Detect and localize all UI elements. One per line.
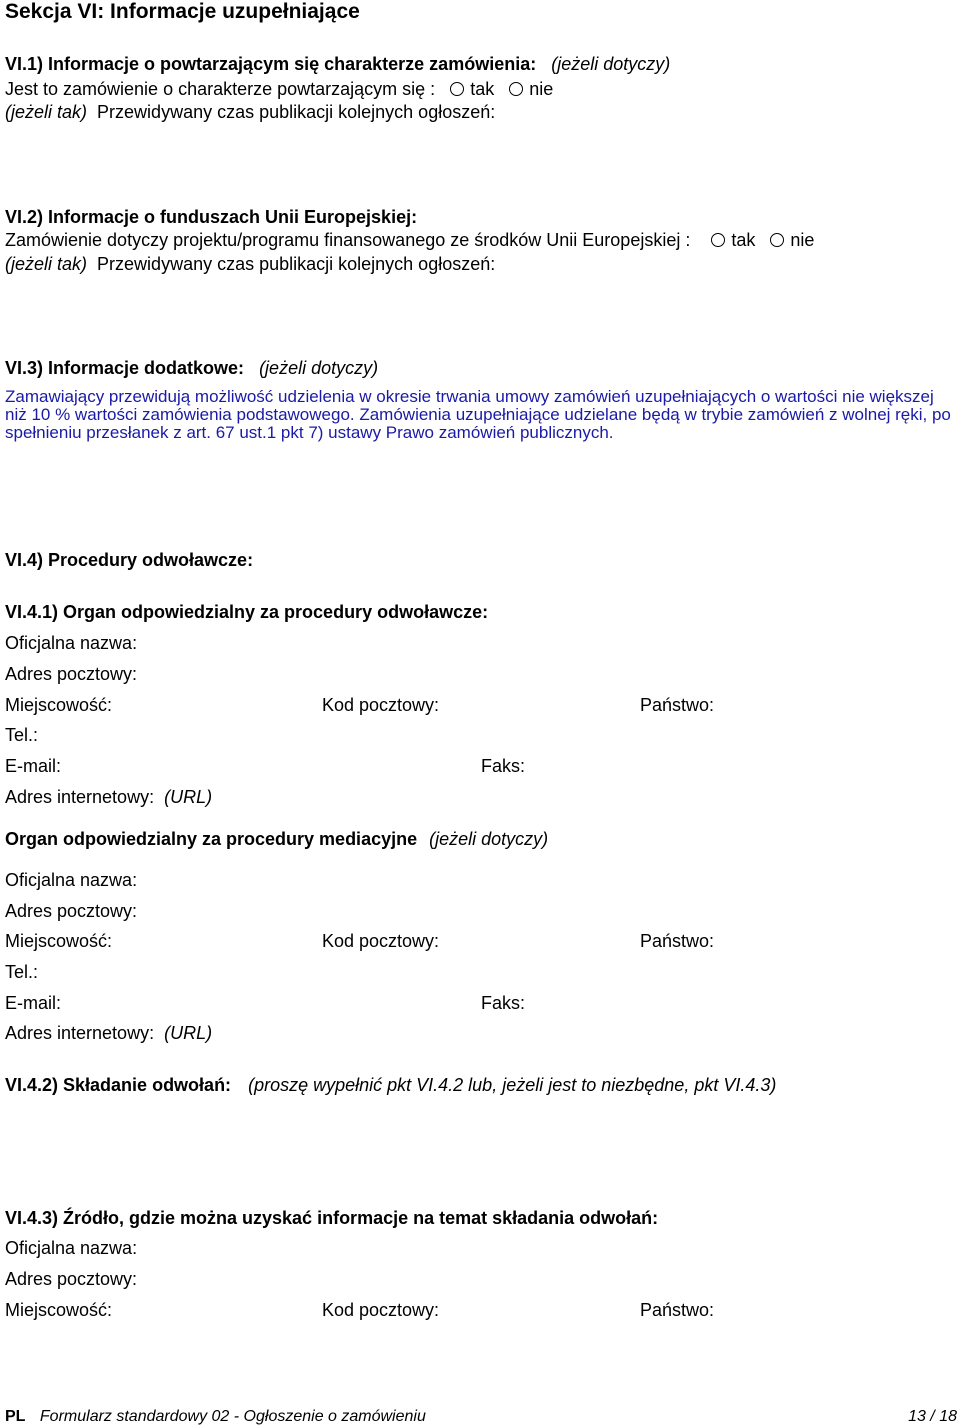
vi43-postal-address: Adres pocztowy: (5, 1269, 138, 1289)
vi41-postal-address: Adres pocztowy: (5, 664, 138, 684)
vi41-fax: Faks: (481, 756, 526, 776)
mediation-postal-code: Kod pocztowy: (322, 931, 440, 951)
vi43-country: Państwo: (640, 1300, 715, 1320)
radio-icon[interactable] (509, 82, 523, 96)
mediation-url-row (5, 1022, 212, 1044)
vi41-country: Państwo: (640, 695, 715, 715)
mediation-email: E-mail: (5, 993, 62, 1013)
vi3-heading-text: VI.3) Informacje dodatkowe: (5, 358, 245, 378)
vi41-tel: Tel.: (5, 725, 39, 745)
vi1-follow-row (5, 101, 495, 123)
mediation-heading (5, 828, 548, 850)
vi1-option-yes-label: tak (470, 79, 495, 99)
vi4-heading: VI.4) Procedury odwoławcze: (5, 550, 254, 570)
vi2-heading: VI.2) Informacje o funduszach Unii Europejskiej: (5, 207, 418, 227)
vi2-follow-qualifier: (jeżeli tak) (5, 254, 88, 274)
vi2-follow-row (5, 253, 495, 275)
vi3-heading (5, 357, 378, 379)
vi2-option-no-label: nie (790, 230, 815, 250)
vi43-town: Miejscowość: (5, 1300, 113, 1320)
vi42-heading (5, 1074, 776, 1096)
vi41-url-label: Adres internetowy: (5, 787, 155, 807)
vi41-town: Miejscowość: (5, 695, 113, 715)
mediation-heading-text: Organ odpowiedzialny za procedury mediacyjne (5, 829, 418, 849)
vi2-question: Zamówienie dotyczy projektu/programu finansowanego ze środków Unii Europejskiej : (5, 230, 691, 250)
vi1-qualifier: (jeżeli dotyczy) (551, 54, 671, 74)
mediation-url-label: Adres internetowy: (5, 1023, 155, 1043)
vi41-official-name: Oficjalna nazwa: (5, 633, 138, 653)
mediation-tel: Tel.: (5, 962, 39, 982)
vi3-qualifier: (jeżeli dotyczy) (259, 358, 379, 378)
radio-icon[interactable] (450, 82, 464, 96)
mediation-fax: Faks: (481, 993, 526, 1013)
vi1-heading-text: VI.1) Informacje o powtarzającym się charakterze zamówienia: (5, 54, 537, 74)
vi1-option-no-label: nie (529, 79, 554, 99)
mediation-country: Państwo: (640, 931, 715, 951)
vi3-body: Zamawiający przewidują możliwość udzielenia w okresie trwania umowy zamówień uzupełniających o wartości nie większej niż 10 % wartości zamówienia podstawowego. Zamówienia uzupełniające udzielane będą w trybie zamówień z wolnej ręki, po spełnieniu przesłanek z art. 67 ust.1 pkt 7) ustawy Prawo zamówień publicznych. (5, 387, 951, 442)
mediation-qualifier: (jeżeli dotyczy) (429, 829, 549, 849)
vi2-option-no[interactable] (770, 230, 814, 250)
vi1-option-no[interactable] (509, 79, 553, 99)
vi2-question-row (5, 229, 814, 251)
mediation-town: Miejscowość: (5, 931, 113, 951)
vi1-follow-text: Przewidywany czas publikacji kolejnych ogłoszeń: (97, 102, 496, 122)
section-title: Sekcja VI: Informacje uzupełniające (5, 0, 360, 23)
vi1-question: Jest to zamówienie o charakterze powtarzającym się : (5, 79, 436, 99)
vi43-heading: VI.4.3) Źródło, gdzie można uzyskać informacje na temat składania odwołań: (5, 1208, 659, 1228)
vi2-follow-text: Przewidywany czas publikacji kolejnych ogłoszeń: (97, 254, 496, 274)
mediation-url-qualifier: (URL) (164, 1023, 213, 1043)
footer-form-name: Formularz standardowy 02 - Ogłoszenie o zamówieniu (39, 1408, 426, 1425)
vi2-option-yes-label: tak (731, 230, 756, 250)
vi1-question-row (5, 78, 553, 100)
vi1-heading (5, 53, 670, 75)
vi41-url-row (5, 786, 212, 808)
mediation-official-name: Oficjalna nazwa: (5, 870, 138, 890)
mediation-postal-address: Adres pocztowy: (5, 901, 138, 921)
vi42-note: (proszę wypełnić pkt VI.4.2 lub, jeżeli jest to niezbędne, pkt VI.4.3) (248, 1075, 777, 1095)
vi2-option-yes[interactable] (711, 230, 755, 250)
radio-icon[interactable] (770, 233, 784, 247)
vi1-follow-qualifier: (jeżeli tak) (5, 102, 88, 122)
footer-page-number: 13 / 18 (908, 1408, 957, 1425)
footer-lang-code: PL (5, 1408, 26, 1425)
vi41-url-qualifier: (URL) (164, 787, 213, 807)
vi1-option-yes[interactable] (450, 79, 494, 99)
vi43-official-name: Oficjalna nazwa: (5, 1238, 138, 1258)
vi43-postal-code: Kod pocztowy: (322, 1300, 440, 1320)
footer-left (5, 1407, 426, 1427)
vi41-heading: VI.4.1) Organ odpowiedzialny za procedury odwoławcze: (5, 602, 489, 622)
vi41-postal-code: Kod pocztowy: (322, 695, 440, 715)
vi41-email: E-mail: (5, 756, 62, 776)
vi42-heading-text: VI.4.2) Składanie odwołań: (5, 1075, 232, 1095)
radio-icon[interactable] (711, 233, 725, 247)
